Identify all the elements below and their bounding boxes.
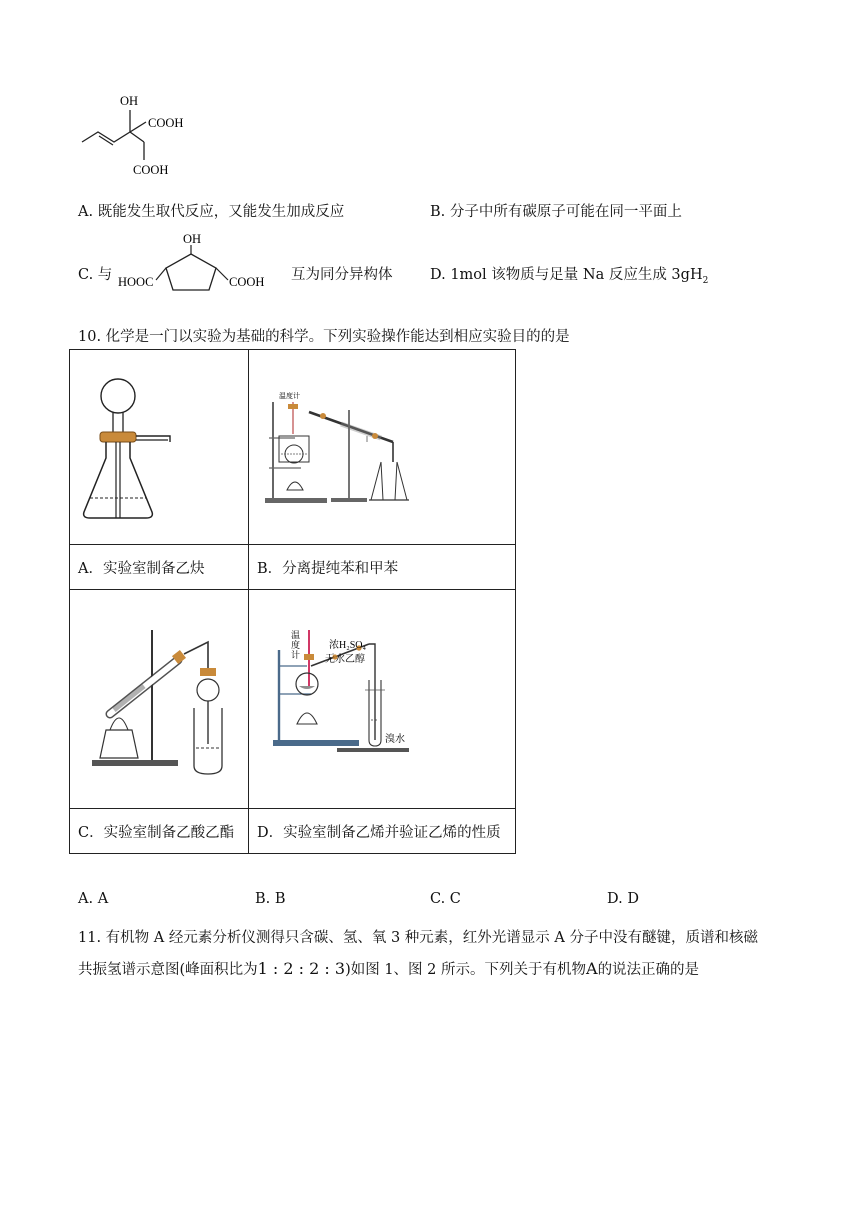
cooh-right-label: COOH [148, 116, 184, 130]
figure-b-thermometer-label: 温度计 [279, 392, 300, 400]
figure-b-cell [249, 350, 516, 545]
figure-d-thermometer-label-1: 温 [291, 630, 301, 640]
caption-b: B．分离提纯苯和甲苯 [249, 545, 516, 590]
cooh-bottom-label: COOH [133, 163, 169, 177]
q9-option-c-suffix: 互为同分异构体 [291, 267, 393, 283]
caption-c: C．实验室制备乙酸乙酯 [70, 809, 249, 854]
q9-option-a: A. 既能发生取代反应，又能发生加成反应 [78, 204, 345, 220]
q11-line-1: 11. 有机物 A 经元素分析仪测得只含碳、氢、氧 3 种元素，红外光谱显示 A 分子中没有醚键，质谱和核磁 [78, 930, 758, 946]
q11-entity: A [586, 959, 598, 978]
q9-option-d-text: D. 1mol 该物质与足量 Na 反应生成 3gH [430, 267, 703, 283]
q9-option-d-subscript: 2 [702, 275, 709, 286]
figure-d-thermometer-label-2: 度 [291, 640, 301, 650]
figure-d-acid-label: 浓H₂SO₄ [329, 640, 366, 651]
cyclo-hooc-label: HOOC [118, 275, 154, 289]
figure-c-ethyl-acetate-apparatus [70, 590, 248, 804]
caption-a: A．实验室制备乙炔 [70, 545, 249, 590]
q11-ratio: 1 : 2 : 2 : 3 [257, 959, 346, 978]
figure-d-thermometer-label-3: 计 [291, 650, 301, 660]
cyclopentane-structure [116, 232, 280, 294]
molecule-structure [70, 88, 210, 183]
caption-d: D．实验室制备乙烯并验证乙烯的性质 [249, 809, 516, 854]
oh-label: OH [120, 94, 139, 108]
q10-answer-d: D. D [607, 891, 639, 907]
cyclo-cooh-label: COOH [229, 275, 265, 289]
figure-d-cell [249, 590, 516, 809]
figure-b-distillation-apparatus [249, 350, 515, 540]
q10-answer-b: B. B [255, 891, 286, 907]
q10-answer-c: C. C [430, 891, 461, 907]
cyclo-oh-label: OH [183, 232, 202, 246]
q11-line-2 [78, 958, 699, 979]
q9-option-b: B. 分子中所有碳原子可能在同一平面上 [430, 204, 682, 220]
q10-stem: 10. 化学是一门以实验为基础的科学。下列实验操作能达到相应实验目的的是 [78, 329, 570, 345]
figure-d-bromine-label: 溴水 [385, 734, 405, 745]
q10-answer-a: A. A [78, 891, 109, 907]
figure-c-cell [70, 590, 249, 809]
q9-option-c-prefix: C. 与 [78, 267, 113, 283]
figure-d-ethylene-apparatus [249, 590, 515, 804]
experiment-table [69, 349, 516, 854]
q11-line-2-c: 的说法正确的是 [597, 962, 700, 978]
q11-line-2-b: )如图 1、图 2 所示。下列关于有机物 [345, 962, 586, 978]
q11-line-2-a: 共振氢谱示意图(峰面积比为 [78, 962, 258, 978]
q9-option-d [430, 263, 708, 286]
figure-a-acetylene-apparatus [70, 350, 248, 540]
figure-a-cell [70, 350, 249, 545]
figure-d-alcohol-label: 无水乙醇 [325, 654, 365, 665]
